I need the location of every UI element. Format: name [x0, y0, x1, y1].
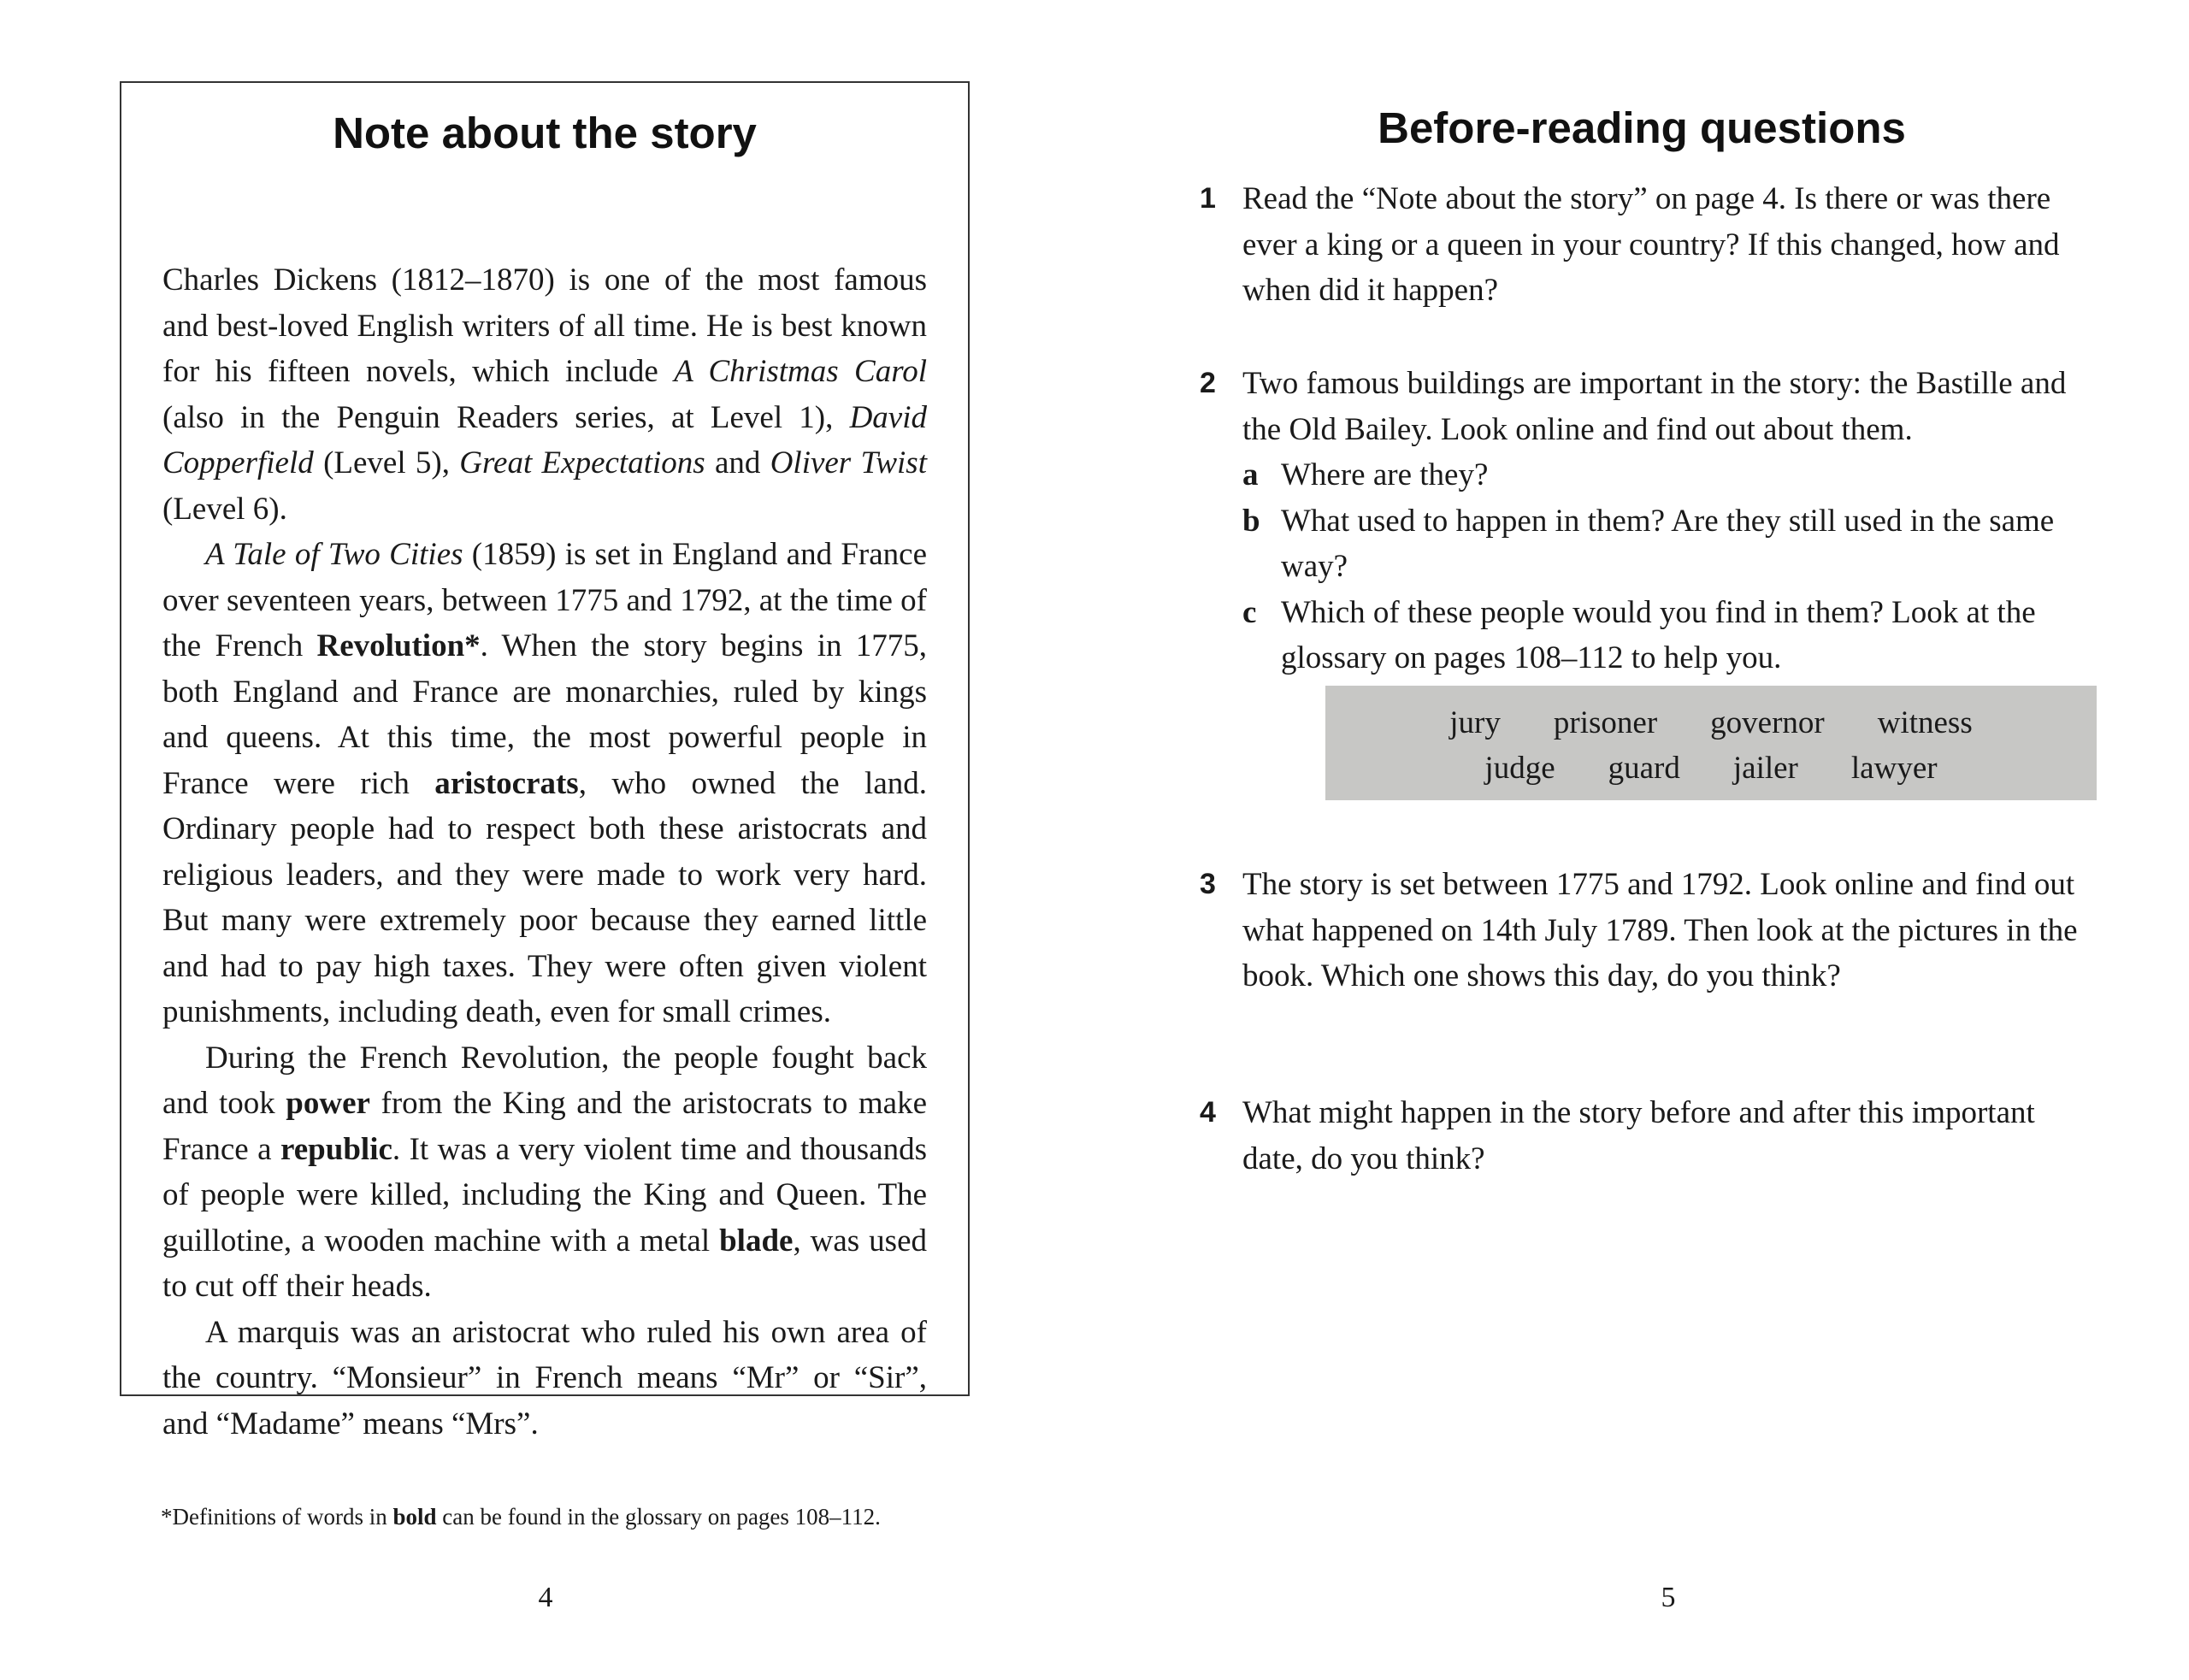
note-body: [162, 257, 927, 1447]
text-run: . It was a very violent time and thousands of people were killed, including the King and Queen. The guillotine, a wooden machine with a metal: [162, 1131, 927, 1259]
question-text: Read the “Note about the story” on page 4. Is there or was there ever a king or a queen in your country? If this changed, how and when did it happen?: [1242, 181, 2060, 308]
text-run: Charles Dickens (1812–1870) is one of the most famous and best-loved English writers of all time. He is best known for his fifteen novels, which include: [162, 262, 927, 389]
word-row: [1325, 748, 2097, 789]
text-run: and: [705, 445, 770, 480]
text-run: , was used to cut off their heads.: [162, 1223, 927, 1304]
word-item: witness: [1877, 705, 1973, 740]
subquestion-letter: b: [1242, 503, 1260, 539]
subquestion-letter: a: [1242, 457, 1259, 492]
bold-term: aristocrats: [434, 765, 579, 801]
italic-title: Great Expectations: [459, 445, 705, 480]
subquestion-letter: c: [1242, 594, 1257, 630]
text-run: (Level 5),: [313, 445, 460, 480]
note-box: [120, 81, 970, 1441]
word-item: governor: [1710, 705, 1825, 740]
word-item: guard: [1608, 751, 1680, 786]
note-paragraph: [162, 1035, 927, 1310]
word-row: [1325, 703, 2097, 744]
text-run: *Definitions of words in: [161, 1504, 393, 1530]
word-item: jailer: [1732, 751, 1798, 786]
question-number: 3: [1200, 868, 1216, 900]
subquestion-text: Where are they?: [1281, 457, 1489, 492]
word-item: lawyer: [1850, 751, 1938, 786]
question-number: 4: [1200, 1096, 1216, 1129]
text-run: from the King and the aristocrats to make France a: [162, 1086, 928, 1167]
subquestion-c: [1242, 590, 2098, 681]
bold-term: bold: [392, 1504, 437, 1530]
text-run: (1859) is set in England and France over seventeen years, between 1775 and 1792, at the time of the French: [162, 537, 928, 663]
text-run: can be found in the glossary on pages 108–112.: [436, 1504, 881, 1530]
note-title: Note about the story: [333, 109, 757, 157]
page-number-left: 4: [538, 1582, 553, 1613]
questions-title: Before-reading questions: [1378, 103, 1906, 152]
text-run: , who owned the land. Ordinary people had to respect both these aristocrats and religious leaders, and they were made to work very hard. But many were extremely poor because they earned little and had to pay high taxes. They were often given violent punishments, including death, even for small crimes.: [162, 765, 927, 1029]
note-paragraph: [162, 532, 927, 1035]
question-1: [1200, 176, 2098, 314]
word-item: jury: [1449, 705, 1501, 740]
text-run: (also in the Penguin Readers series, at Level 1),: [162, 399, 850, 435]
italic-title: David Copperfield: [162, 399, 927, 480]
question-number: 2: [1200, 367, 1216, 399]
note-paragraph: [162, 257, 927, 532]
word-item: judge: [1484, 751, 1555, 786]
question-4: [1200, 1090, 2098, 1182]
bold-term: republic: [280, 1131, 392, 1167]
subquestion-text: What used to happen in them? Are they still used in the same way?: [1281, 503, 2055, 584]
question-text: The story is set between 1775 and 1792. Look online and find out what happened on 14th July 1789. Then look at the pictures in the book. Which one shows this day, do you think?: [1242, 867, 2078, 993]
page-number-right: 5: [1661, 1582, 1676, 1613]
text-run: During the French Revolution, the people fought back and took: [162, 1040, 927, 1121]
text-run: (Level 6).: [162, 491, 287, 527]
question-text: Two famous buildings are important in the story: the Bastille and the Old Bailey. Look online and find out about them.: [1242, 366, 2067, 447]
text-run: A marquis was an aristocrat who ruled his own area of the country. “Monsieur” in French means “Mr” or “Sir”, and “Madame” means “Mrs”.: [162, 1314, 927, 1441]
text-run: . When the story begins in 1775, both England and France are monarchies, ruled by kings and queens. At this time, the most powerful people in France were rich: [162, 628, 928, 801]
left-page: [0, 0, 1094, 1680]
question-text: What might happen in the story before and after this important date, do you think?: [1242, 1095, 2035, 1176]
subquestion-a: [1242, 452, 2098, 498]
italic-title: Oliver Twist: [770, 445, 927, 480]
word-item: prisoner: [1553, 705, 1658, 740]
subquestion-b: [1242, 498, 2098, 590]
subquestion-text: Which of these people would you find in them? Look at the glossary on pages 108–112 to help you.: [1281, 594, 2036, 675]
footnote: [161, 1501, 881, 1532]
italic-title: A Tale of Two Cities: [205, 537, 463, 572]
question-3: [1200, 862, 2098, 999]
italic-title: A Christmas Carol: [674, 354, 927, 389]
question-number: 1: [1200, 182, 1216, 215]
question-2: [1200, 361, 2098, 681]
bold-term: blade: [719, 1223, 794, 1259]
word-box: [1325, 686, 2097, 800]
note-paragraph: [162, 1310, 927, 1447]
bold-term: Revolution*: [316, 628, 481, 663]
bold-term: power: [286, 1086, 370, 1121]
